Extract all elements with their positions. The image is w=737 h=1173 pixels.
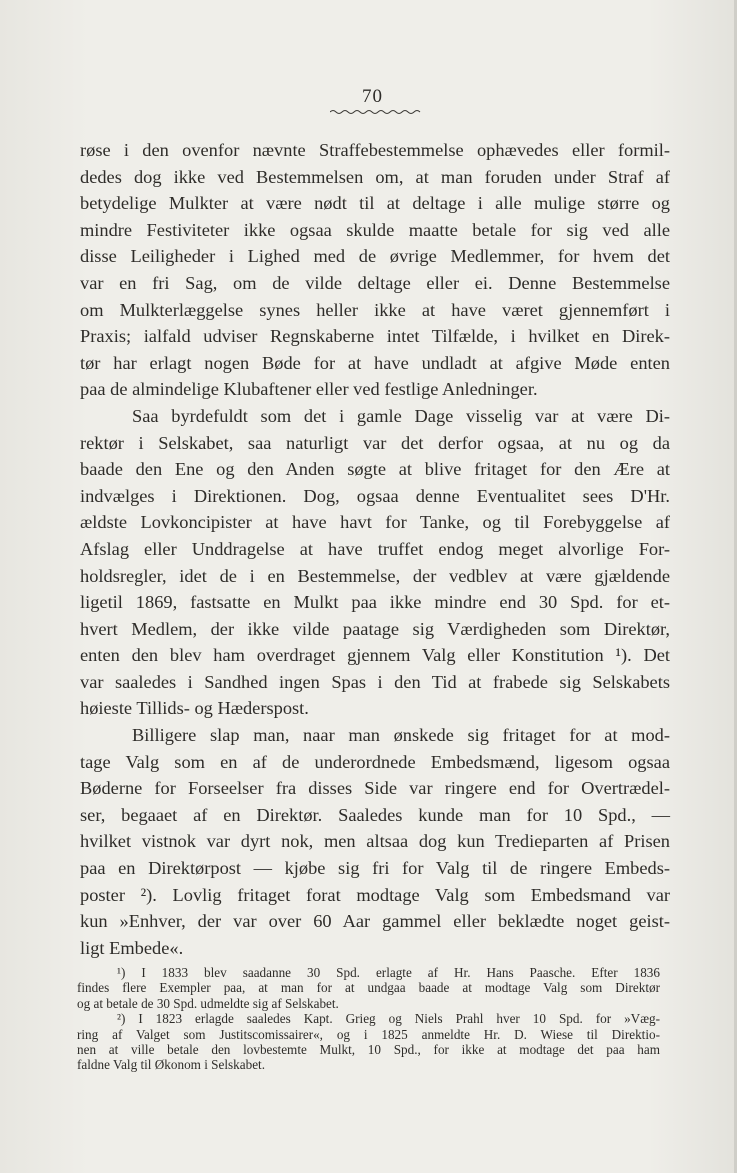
text-line: rektør i Selskabet, saa naturligt var det derfor ogsaa, at nu og da — [80, 432, 670, 453]
footnote-line: nen at ville betale den lovbestemte Mulkt, 10 Spd., for ikke at modtage det paa ham — [77, 1041, 660, 1057]
text-line: ældste Lovkoncipister at have havt for Tanke, og til Forebyggelse af — [80, 512, 670, 533]
text-line: var en fri Sag, om de vilde deltage eller ei. Denne Bestemmelse — [80, 272, 670, 293]
text-line: enten den blev ham overdraget gjennem Valg eller Konstitution ¹). Det — [80, 645, 670, 666]
text-line: indvælges i Direktionen. Dog, ogsaa denne Eventualitet sees D'Hr. — [80, 485, 670, 506]
text-line: var saaledes i Sandhed ingen Spas i den Tid at frabede sig Selskabets — [80, 671, 670, 692]
text-line: betydelige Mulkter at være nødt til at deltage i alle mulige større og — [80, 193, 670, 214]
text-line: paa de almindelige Klubaftener eller ved festlige Anledninger. — [80, 379, 538, 400]
page-header — [0, 86, 737, 116]
text-line: ligt Embede«. — [80, 937, 184, 958]
text-line: baade den Ene og den Anden søgte at blive fritaget for den Ære at — [80, 459, 670, 480]
text-line: mindre Festiviteter ikke ogsaa skulde maatte betale for sig ved alle — [80, 219, 670, 240]
text-line: røse i den ovenfor nævnte Straffebestemmelse ophævedes eller formil- — [80, 140, 670, 160]
text-line: Saa byrdefuldt som det i gamle Dage visselig var at være Di- — [132, 405, 670, 426]
text-line: paa en Direktørpost — kjøbe sig fri for Valg til de ringere Embeds- — [80, 858, 670, 879]
text-line: Billigere slap man, naar man ønskede sig fritaget for at mod- — [132, 725, 670, 746]
text-line: Praxis; ialfald udviser Regnskaberne intet Tilfælde, i hvilket en Direk- — [80, 326, 670, 347]
text-line: hvert Medlem, der ikke vilde paatage sig Værdigheden som Direktør, — [80, 618, 670, 639]
text-line: ser, begaaet af en Direktør. Saaledes kunde man for 10 Spd., — — [80, 804, 670, 825]
footnote-line: og at betale de 30 Spd. udmeldte sig af Selskabet. — [77, 995, 339, 1011]
footnote-line: ²) I 1823 erlagde saaledes Kapt. Grieg og Niels Prahl hver 10 Spd. for »Væg- — [117, 1011, 660, 1027]
footnote-line: faldne Valg til Økonom i Selskabet. — [77, 1057, 266, 1073]
text-line: ligetil 1869, fastsatte en Mulkt paa ikke mindre end 30 Spd. for et- — [80, 592, 670, 613]
text-line: Afslag eller Unddragelse at have truffet endog meget alvorlige For- — [80, 538, 670, 559]
footnote-line: ¹) I 1833 blev saadanne 30 Spd. erlagte af Hr. Hans Paasche. Efter 1836 — [117, 965, 660, 980]
footnote-line: ring af Valget som Justitscomissairer«, og i 1825 anmeldte Hr. D. Wiese til Direktio- — [77, 1026, 660, 1042]
text-line: Bøderne for Forseelser fra disses Side var ringere end for Overtrædel- — [80, 778, 670, 799]
text-line: dedes dog ikke ved Bestemmelsen om, at man foruden under Straf af — [80, 166, 670, 187]
text-line: hvilket vistnok var dyrt nok, men altsaa dog kun Tredieparten af Prisen — [80, 831, 670, 852]
body-text — [80, 137, 670, 961]
page-number: 70 — [362, 86, 383, 107]
text-line: om Mulkterlæggelse synes heller ikke at have været gjennemført i — [80, 299, 670, 320]
footnote-line: findes flere Exempler paa, at man for at undgaa baade at modtage Valg som Direktør — [77, 980, 660, 996]
text-line: poster ²). Lovlig fritaget forat modtage Valg som Embedsmand var — [80, 884, 670, 905]
text-line: tør har erlagt nogen Bøde for at have undladt at afgive Møde enten — [80, 352, 670, 373]
text-line: kun »Enhver, der var over 60 Aar gammel eller beklædte noget geist- — [80, 911, 670, 932]
text-line: tage Valg som en af de underordnede Embedsmænd, ligesom ogsaa — [80, 751, 670, 772]
footnotes — [77, 965, 660, 1073]
text-line: høieste Tillids- og Hæderspost. — [80, 698, 309, 719]
text-line: disse Leiligheder i Lighed med de øvrige Medlemmer, for hvem det — [80, 246, 670, 267]
text-line: holdsregler, idet de i en Bestemmelse, der vedblev at være gjældende — [80, 565, 670, 586]
wavy-ornament-icon — [330, 108, 422, 116]
